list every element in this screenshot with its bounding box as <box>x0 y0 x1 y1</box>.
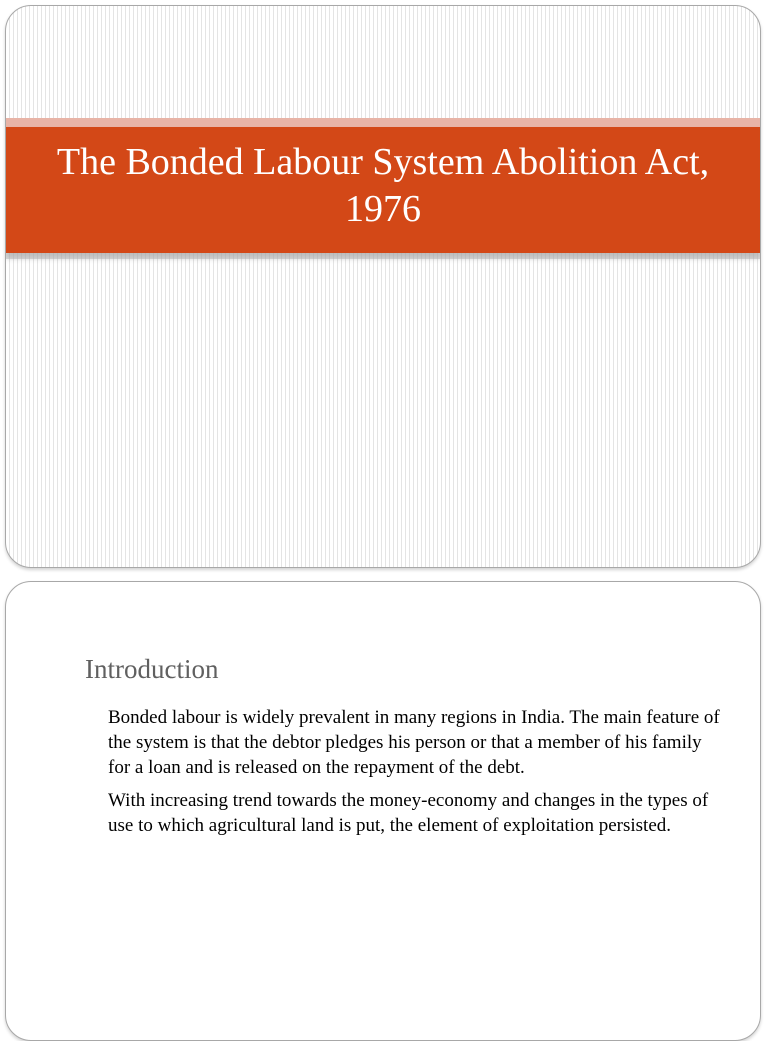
title-band-shadow <box>6 253 760 259</box>
title-band-highlight <box>6 118 760 127</box>
title-slide <box>5 5 761 568</box>
introduction-slide <box>5 581 761 1041</box>
slide-heading: Introduction <box>85 654 219 684</box>
slide-title: The Bonded Labour System Abolition Act, 1976 <box>56 141 710 230</box>
body-paragraph: With increasing trend towards the money-economy and changes in the types of use to which agricultural land is put, the element of exploitation persisted. <box>108 790 709 836</box>
title-band <box>6 127 760 253</box>
slide-body <box>108 705 728 846</box>
body-paragraph: Bonded labour is widely prevalent in many regions in India. The main feature of the system is that the debtor pledges his person or that a member of his family for a loan and is released on the repayment of the debt. <box>108 707 720 778</box>
